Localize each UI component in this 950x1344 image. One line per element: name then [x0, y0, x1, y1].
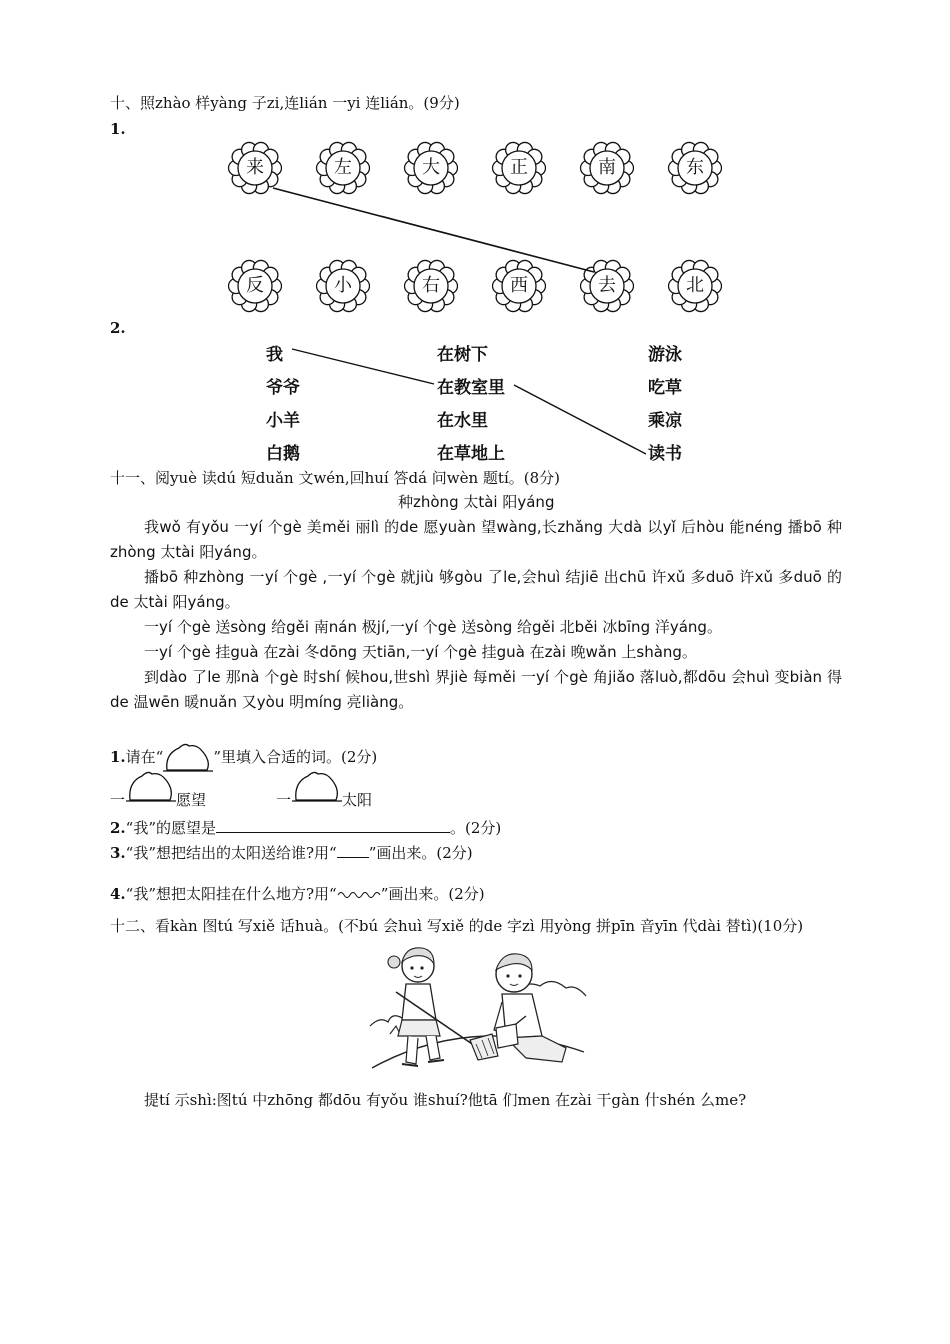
q10-sub1-label: 1. [110, 120, 126, 138]
col1-item: 我 [266, 345, 283, 365]
q11-4 [110, 884, 485, 904]
wavy-line-symbol [337, 887, 381, 899]
flower-character-label: 左 [334, 157, 352, 178]
col1-item: 小羊 [266, 411, 300, 431]
q11-4-text-a: “我”想把太阳挂在什么地方?用“ [125, 885, 337, 903]
q12-title: 十二、看kàn 图tú 写xiě 话huà。(不bú 会huì 写xiě 的de 字zì 用yòng 拼pīn 音yīn 代dài 替tì)(10分) [110, 917, 804, 935]
q11-1-word-2: 太阳 [342, 791, 373, 809]
col3-item: 游泳 [648, 345, 682, 365]
example-line-1 [273, 188, 594, 272]
q12-hint: 提tí 示shì:图tú 中zhōng 都dōu 有yǒu 谁shuí?他tā 们men 在zài 干gàn 什shén 么me? [144, 1091, 747, 1109]
col2-item: 在树下 [437, 345, 488, 365]
q-number: 2. [110, 819, 126, 837]
passage-title: 种zhòng 太tài 阳yáng [398, 493, 555, 511]
col3-item: 乘凉 [648, 411, 682, 431]
example-line-2 [292, 349, 434, 384]
passage-paragraph: 一yí 个gè 送sòng 给gěi 南nán 极jí,一yí 个gè 送sòng 给gěi 北běi 冰bīng 洋yáng。 [144, 618, 722, 636]
flower-character-label: 小 [334, 275, 352, 296]
q11-3-text-a: “我”想把结出的太阳送给谁?用“ [125, 844, 337, 862]
col2-item: 在水里 [437, 411, 488, 431]
example-line-3 [514, 385, 646, 454]
children-sweeping-illustration [366, 940, 588, 1076]
flower-character-label: 正 [510, 157, 528, 178]
straight-line-symbol [337, 841, 369, 858]
flower-character-label: 西 [510, 275, 528, 296]
flower-character-label: 右 [422, 275, 440, 296]
q11-3-text-b: ”画出来。(2分) [368, 844, 473, 862]
col3-item: 吃草 [648, 378, 682, 398]
col1-item: 爷爷 [266, 378, 300, 398]
q11-1-word-1: 愿望 [176, 791, 207, 809]
matching-lines [0, 0, 950, 470]
q-number: 1. [110, 748, 126, 766]
q11-2-text: “我”的愿望是 [125, 819, 217, 837]
q11-3 [110, 841, 473, 863]
q11-1-text-b: ”里填入合适的词。(2分) [213, 748, 378, 766]
passage-paragraph: 一yí 个gè 挂guà 在zài 冬dōng 天tiān,一yí 个gè 挂guà 在zài 晚wǎn 上shàng。 [144, 643, 697, 661]
passage-paragraph: 到dào 了le 那nà 个gè 时shí 候hou,世shì 界jiè 每měi 一yí 个gè 角jiǎo 落luò,都dōu 会huì 变biàn 得de 温wēn 暖nuǎn 又yòu 明míng 亮liàng。 [110, 668, 842, 711]
q11-1-blank-1 [110, 790, 125, 810]
peach-icon [292, 768, 342, 806]
peach-icon [126, 768, 176, 806]
flower-character-label: 北 [686, 275, 704, 296]
flower-character-label: 大 [422, 157, 440, 178]
flower-character-label: 反 [246, 275, 264, 296]
flower-character-label: 东 [686, 157, 704, 178]
q11-2 [110, 816, 501, 838]
q10-title: 十、照zhào 样yàng 子zi,连lián 一yi 连lián。(9分) [110, 94, 460, 112]
flower-character-label: 去 [598, 275, 616, 296]
col2-item: 在教室里 [437, 378, 505, 398]
q11-title: 十一、阅yuè 读dú 短duǎn 文wén,回huí 答dá 问wèn 题tí。(8分) [110, 469, 561, 487]
col2-item: 在草地上 [437, 444, 505, 464]
flower-character-label: 来 [246, 157, 264, 178]
passage-paragraph: 我wǒ 有yǒu 一yí 个gè 美měi 丽lì 的de 愿yuàn 望wàng,长zhǎng 大dà 以yǐ 后hòu 能néng 播bō 种zhòng 太tài 阳yáng。 [110, 518, 842, 561]
col3-item: 读书 [648, 444, 682, 464]
q10-sub2-label: 2. [110, 319, 126, 337]
q11-4-text-b: ”画出来。(2分) [380, 885, 485, 903]
q11-2-end: 。(2分) [450, 819, 502, 837]
passage-paragraph: 播bō 种zhòng 一yí 个gè ,一yí 个gè 就jiù 够gòu 了le,会huì 结jiē 出chū 许xǔ 多duō 许xǔ 多duō 的de 太tài 阳yáng。 [110, 568, 842, 611]
q-number: 3. [110, 844, 126, 862]
q-number: 4. [110, 885, 126, 903]
flower-character-label: 南 [598, 157, 616, 178]
q11-1-text-a: 请在“ [125, 748, 164, 766]
answer-blank[interactable] [216, 816, 450, 833]
yi-label: 一 [276, 791, 292, 809]
col1-item: 白鹅 [266, 444, 300, 464]
yi-label: 一 [110, 791, 126, 809]
